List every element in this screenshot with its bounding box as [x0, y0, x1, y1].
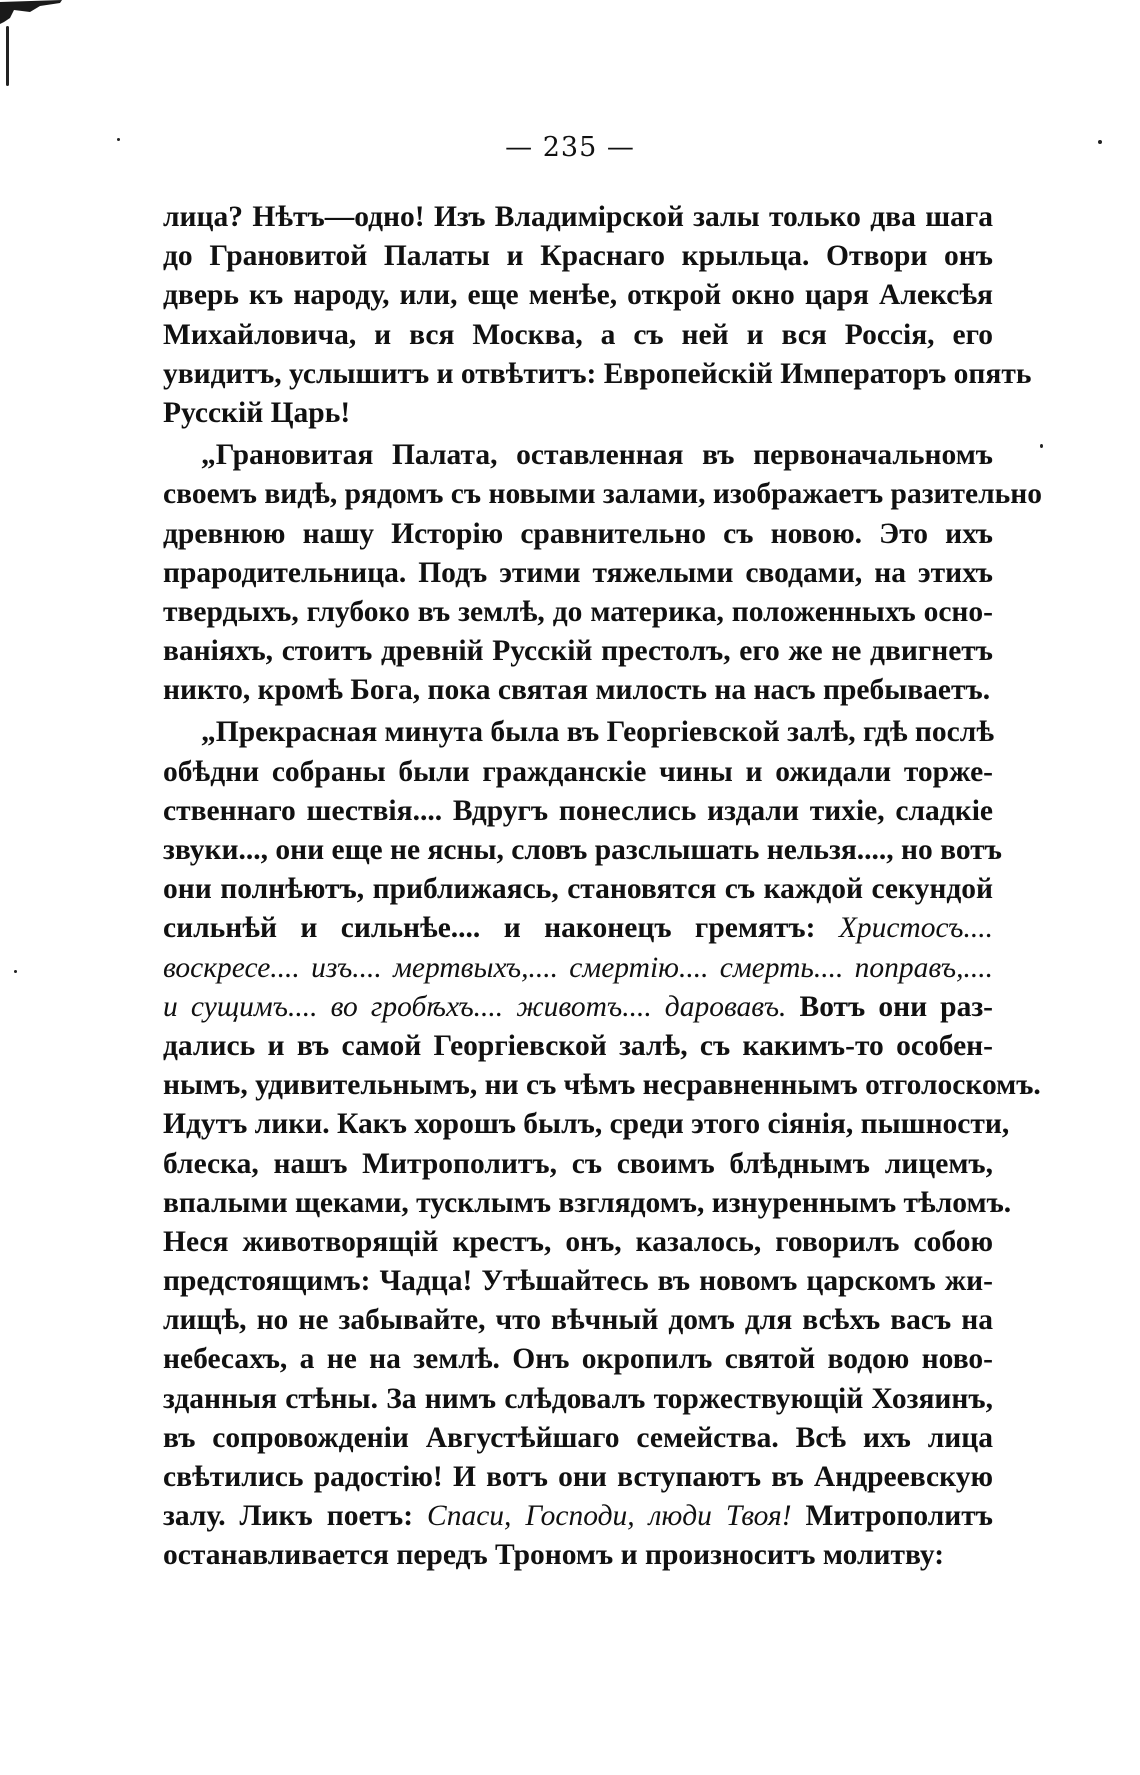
italic-quote: воскресе.... изъ.... мертвыхъ,.... смертію.... смерть.... поправъ,....: [163, 951, 993, 984]
italic-quote: и сущимъ.... во гробѣхъ.... животъ.... даровавъ.: [163, 990, 787, 1023]
text-segment: впалыми щеками, тусклымъ взглядомъ, изнуреннымъ тѣломъ.: [163, 1186, 1012, 1219]
text-segment: увидитъ, услышитъ и отвѣтитъ: Европейскій Императоръ опять: [163, 357, 1032, 390]
text-segment: твердыхъ, глубоко въ землѣ, до материка, положенныхъ осно-: [163, 595, 993, 628]
text-line: [163, 1380, 993, 1419]
text-line: [163, 1301, 993, 1340]
text-segment: звуки..., они еще не ясны, словъ разслышать нельзя...., но вотъ: [163, 834, 1002, 866]
scan-speck: [14, 970, 17, 973]
text-segment: своемъ видѣ, рядомъ съ новыми залами, изображаетъ разительно: [163, 478, 1043, 511]
text-segment: „Грановитая Палата, оставленная въ первоначальномъ: [201, 439, 993, 472]
text-segment: дались и въ самой Георгіевской залѣ, съ какимъ-то особен-: [163, 1029, 993, 1062]
text-segment: въ сопровожденіи Августѣйшаго семейства. Всѣ ихъ лица: [163, 1421, 993, 1454]
text-line: [163, 276, 993, 315]
text-line: [163, 1184, 1012, 1223]
text-line: [163, 870, 993, 909]
text-line: [163, 909, 993, 948]
text-line: [163, 1419, 993, 1458]
text-segment: зданныя стѣны. За нимъ слѣдовалъ торжествующій Хозяинъ,: [163, 1382, 993, 1415]
text-segment: лица? Нѣтъ—одно! Изъ Владимірской залы только два шага: [163, 201, 993, 233]
text-segment: никто, кромѣ Бога, пока святая милость на насъ пребываетъ.: [163, 674, 991, 707]
text-line: [163, 475, 1043, 514]
text-segment: обѣдни собраны были гражданскіе чины и ожидали торже-: [163, 755, 993, 788]
text-segment: они полнѣютъ, приближаясь, становятся съ каждой секундой: [163, 873, 993, 906]
text-segment: ственнаго шествія.... Вдругъ понеслись издали тихіе, сладкіе: [163, 794, 993, 827]
text-segment: небесахъ, а не на землѣ. Онъ окропилъ святой водою ново-: [163, 1343, 993, 1376]
text-segment: „Прекрасная минута была въ Георгіевской залѣ, гдѣ послѣ: [201, 716, 995, 749]
text-segment: Неся животворящій крестъ, онъ, казалось, говорилъ собою: [163, 1225, 993, 1258]
text-line: [163, 671, 993, 710]
text-line: [163, 515, 993, 554]
italic-quote: Спаси, Господи, люди Твоя!: [427, 1500, 792, 1533]
text-line: [163, 436, 993, 475]
text-line: [163, 394, 993, 433]
text-line: [163, 1536, 993, 1575]
text-line: [163, 1066, 1041, 1105]
text-segment: залу. Ликъ поетъ:: [163, 1500, 428, 1533]
text-line: [163, 949, 993, 988]
scan-speck: [6, 26, 9, 86]
text-line: [163, 831, 1002, 870]
text-segment: древнюю нашу Исторію сравнительно съ новою. Это ихъ: [163, 517, 993, 550]
page-number: — 235 —: [505, 132, 635, 163]
text-segment: ваніяхъ, стоитъ древній Русскій престолъ, его же не двигнетъ: [163, 635, 993, 668]
text-line: [163, 1105, 1010, 1144]
scan-edge-mark: [0, 0, 70, 24]
text-line: [163, 593, 993, 632]
text-segment: блеска, нашъ Митрополитъ, съ своимъ блѣднымъ лицемъ,: [163, 1147, 993, 1180]
text-segment: до Грановитой Палаты и Краснаго крыльца. Отвори онъ: [163, 240, 993, 273]
text-line: [163, 355, 1032, 394]
text-line: [163, 316, 993, 355]
italic-quote: Христосъ....: [838, 912, 993, 945]
text-line: [163, 1497, 993, 1536]
text-line: [163, 1145, 993, 1184]
text-line: [163, 1027, 993, 1066]
text-segment: лищѣ, но не забывайте, что вѣчный домъ для всѣхъ васъ на: [163, 1304, 993, 1337]
text-line: [163, 713, 993, 752]
text-line: [163, 1262, 993, 1301]
text-line: [163, 632, 993, 671]
text-segment: дверь къ народу, или, еще менѣе, открой окно царя Алексѣя: [163, 279, 993, 312]
text-segment: сильнѣй и сильнѣе.... и наконецъ гремятъ:: [163, 912, 839, 945]
text-segment: Вотъ они раз-: [786, 990, 993, 1023]
text-line: [163, 1223, 993, 1262]
text-line: [163, 1340, 993, 1379]
text-segment: Русскій Царь!: [163, 396, 351, 429]
text-segment: Михайловича, и вся Москва, а съ ней и вся Россія, его: [163, 318, 993, 351]
text-segment: свѣтились радостію! И вотъ они вступаютъ въ Андреевскую: [163, 1461, 993, 1493]
text-line: [163, 792, 993, 831]
text-line: [163, 988, 993, 1027]
scan-speck: [1040, 444, 1043, 448]
text-line: [163, 237, 993, 276]
text-line: [163, 1458, 993, 1497]
text-segment: Идутъ лики. Какъ хорошъ былъ, среди этого сіянія, пышности,: [163, 1108, 1010, 1141]
text-segment: предстоящимъ: Чадца! Утѣшайтесь въ новомъ царскомъ жи-: [163, 1265, 993, 1298]
text-line: [163, 198, 993, 237]
text-segment: прародительница. Подъ этими тяжелыми сводами, на этихъ: [163, 556, 993, 589]
text-line: [163, 554, 993, 593]
text-segment: Митрополитъ: [791, 1500, 993, 1533]
body-text: [163, 198, 1043, 1576]
text-segment: нымъ, удивительнымъ, ни съ чѣмъ несравненнымъ отголоскомъ.: [163, 1069, 1041, 1102]
text-segment: останавливается передъ Трономъ и произноситъ молитву:: [163, 1539, 945, 1572]
text-line: [163, 753, 993, 792]
